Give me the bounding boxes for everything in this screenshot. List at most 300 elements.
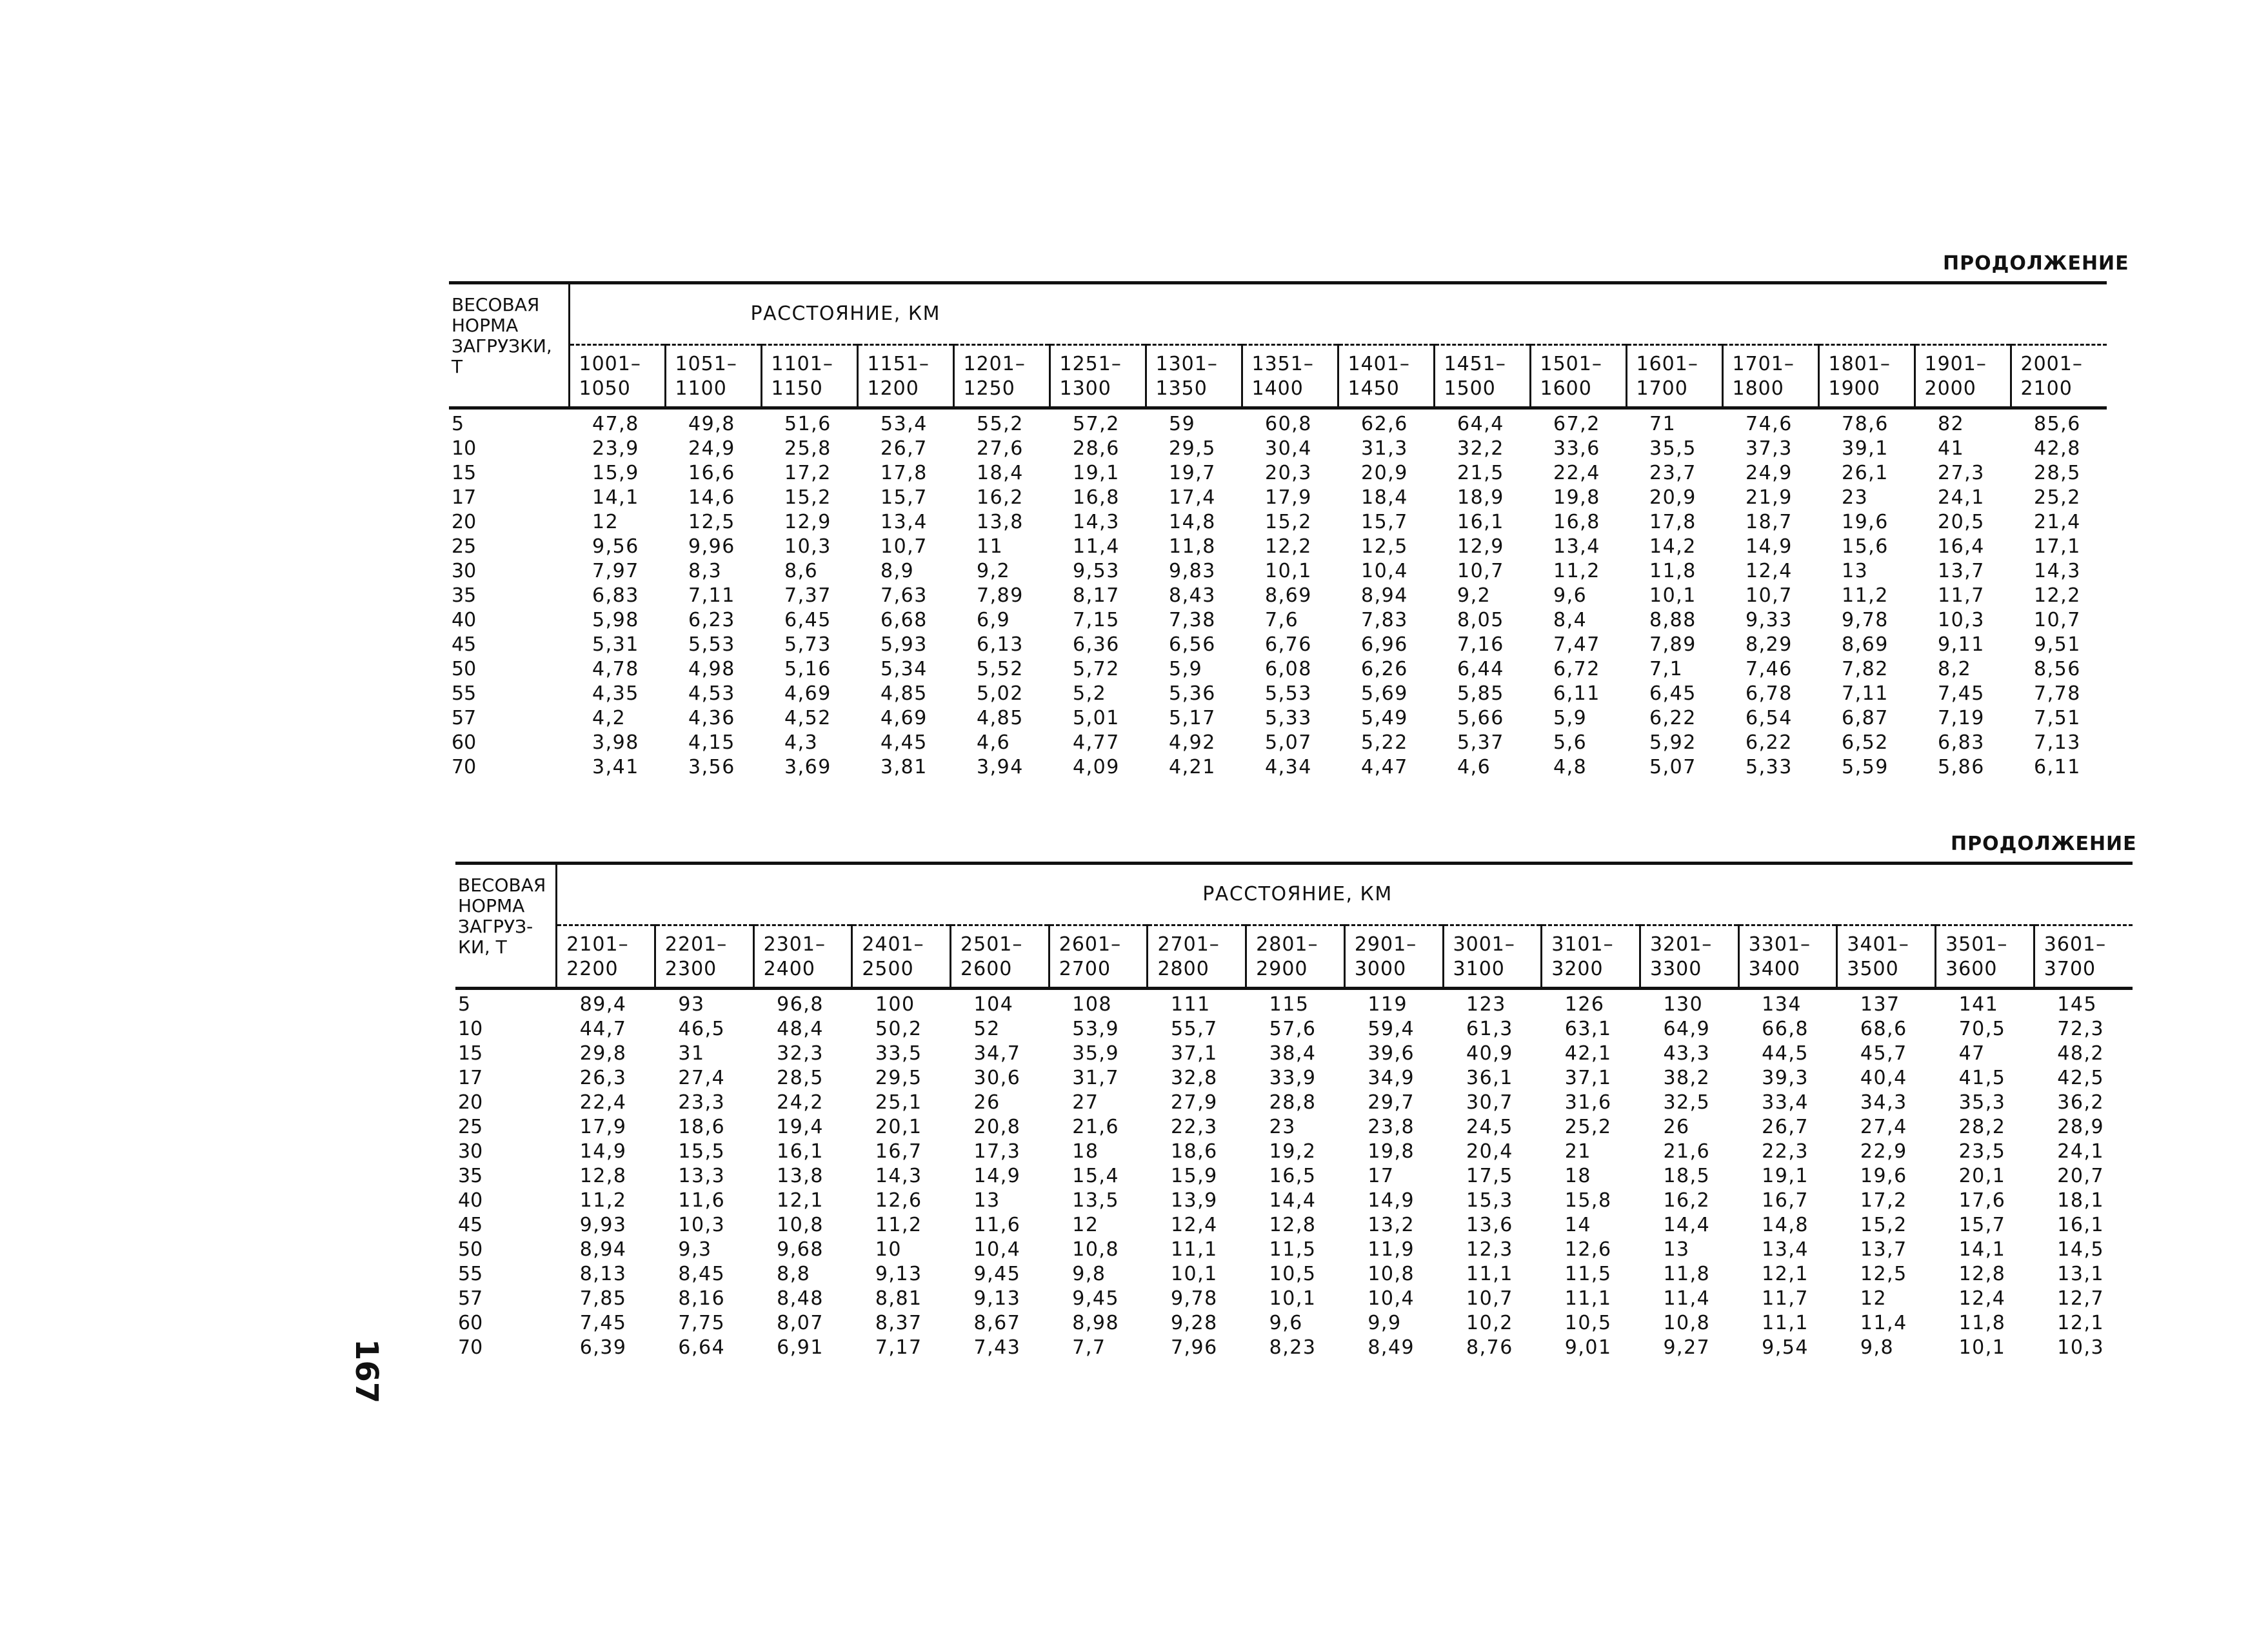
rate-cell: 16,8	[1553, 511, 1600, 533]
load-norm-cell: 25	[452, 535, 477, 558]
rate-cell: 62,6	[1338, 408, 1434, 437]
rate-cell: 13,9	[1170, 1189, 1218, 1212]
rate-cell: 9,54	[1762, 1336, 1809, 1359]
rate-cell: 5,72	[1073, 658, 1120, 680]
rate-cell: 50,2	[875, 1018, 922, 1040]
rate-cell: 15,8	[1564, 1189, 1612, 1212]
table-row	[455, 1311, 2133, 1336]
rate-cell: 19,1	[1073, 462, 1120, 484]
rate-cell: 3,98	[592, 731, 639, 754]
table-row	[455, 1262, 2133, 1287]
rate-cell: 32,3	[777, 1042, 824, 1065]
rate-cell: 6,76	[1265, 633, 1312, 656]
rate-cell: 15,7	[1361, 511, 1408, 533]
rate-cell: 22,3	[1170, 1116, 1218, 1138]
rate-cell: 11,1	[1466, 1263, 1513, 1285]
table-row	[455, 1189, 2133, 1213]
rate-cell: 13	[1663, 1238, 1690, 1261]
rate-cell: 26,1	[1842, 462, 1889, 484]
rate-cell: 25,1	[875, 1091, 922, 1114]
rate-cell: 9,13	[875, 1263, 922, 1285]
rate-cell: 14,3	[2034, 560, 2081, 582]
rate-cell: 9,45	[1072, 1287, 1120, 1310]
rate-cell: 10,1	[1265, 560, 1312, 582]
rate-cell: 145	[2034, 989, 2133, 1018]
rate-cell: 55,2	[953, 408, 1049, 437]
rate-cell: 141	[1936, 989, 2034, 1018]
rate-cell: 6,83	[1938, 731, 1985, 754]
distance-range-header: 1701– 1800	[1722, 345, 1818, 408]
load-norm-cell: 15	[458, 1042, 483, 1065]
rate-cell: 28,5	[2034, 462, 2081, 484]
rate-cell: 15,2	[784, 486, 831, 509]
rate-cell: 9,9	[1368, 1312, 1402, 1334]
rate-cell: 7,47	[1553, 633, 1600, 656]
rate-cell: 5,6	[1553, 731, 1587, 754]
rate-cell: 13,8	[977, 511, 1024, 533]
rate-cell: 5,17	[1169, 707, 1216, 729]
rate-cell: 14,3	[875, 1165, 922, 1187]
rate-cell: 23,9	[592, 437, 639, 460]
rate-cell: 16,7	[1762, 1189, 1809, 1212]
rate-cell: 6,68	[880, 609, 928, 631]
rate-cell: 9,2	[977, 560, 1011, 582]
distance-range-header: 1901– 2000	[1915, 345, 2011, 408]
rate-cell: 10,3	[678, 1214, 726, 1236]
table-row	[455, 1091, 2133, 1115]
rate-cell: 4,47	[1361, 756, 1408, 778]
rate-cell: 20,7	[2057, 1165, 2105, 1187]
rate-cell: 15,2	[1860, 1214, 1907, 1236]
rate-cell: 78,6	[1818, 408, 1915, 437]
rate-cell: 4,85	[977, 707, 1024, 729]
rate-cell: 14,1	[592, 486, 639, 509]
rate-cell: 36,1	[1466, 1067, 1513, 1089]
rate-cell: 5,53	[688, 633, 735, 656]
rate-cell: 17,5	[1466, 1165, 1513, 1187]
rate-cell: 7,13	[2034, 731, 2081, 754]
rate-cell: 4,53	[688, 682, 735, 705]
rate-cell: 11,5	[1564, 1263, 1612, 1285]
rate-cell: 6,39	[579, 1336, 627, 1359]
rate-cell: 59	[1146, 408, 1242, 437]
rate-cell: 12,6	[875, 1189, 922, 1212]
rate-cell: 14,6	[688, 486, 735, 509]
rate-cell: 7,85	[579, 1287, 627, 1310]
rate-cell: 7,7	[1072, 1336, 1106, 1359]
rate-cell: 42,1	[1564, 1042, 1612, 1065]
rate-cell: 34,9	[1368, 1067, 1415, 1089]
rate-cell: 10,1	[1958, 1336, 2006, 1359]
distance-range-header: 2901– 3000	[1344, 925, 1443, 989]
rate-cell: 4,15	[688, 731, 735, 754]
rate-cell: 12,5	[1361, 535, 1408, 558]
continuation-label-1: ПРОДОЛЖЕНИЕ	[1943, 252, 2129, 275]
distance-range-header: 1401– 1450	[1338, 345, 1434, 408]
rate-cell: 15,6	[1842, 535, 1889, 558]
rate-cell: 20,5	[1938, 511, 1985, 533]
rate-cell: 19,6	[1860, 1165, 1907, 1187]
rate-cell: 6,22	[1746, 731, 1793, 754]
rate-cell: 12,8	[1269, 1214, 1317, 1236]
rate-cell: 6,64	[678, 1336, 726, 1359]
rate-cell: 14,9	[579, 1140, 627, 1163]
rate-cell: 74,6	[1722, 408, 1818, 437]
rate-cell: 8,88	[1649, 609, 1696, 631]
rate-cell: 27,4	[678, 1067, 726, 1089]
rate-cell: 4,2	[592, 707, 626, 729]
rate-cell: 41	[1938, 437, 1965, 460]
rate-cell: 3,94	[977, 756, 1024, 778]
rate-cell: 22,9	[1860, 1140, 1907, 1163]
distance-range-header: 3001– 3100	[1443, 925, 1542, 989]
rate-cell: 11,8	[1958, 1312, 2006, 1334]
rate-cell: 8,76	[1466, 1336, 1513, 1359]
rate-cell: 10,8	[1072, 1238, 1120, 1261]
distance-range-header: 2801– 2900	[1246, 925, 1345, 989]
rate-cell: 6,78	[1746, 682, 1793, 705]
rate-cell: 4,3	[784, 731, 819, 754]
rate-cell: 18,5	[1663, 1165, 1711, 1187]
rate-cell: 15,4	[1072, 1165, 1120, 1187]
rate-cell: 10,5	[1269, 1263, 1317, 1285]
rate-cell: 4,09	[1073, 756, 1120, 778]
rate-cell: 12,8	[1958, 1263, 2006, 1285]
rate-cell: 8,94	[579, 1238, 627, 1261]
rate-cell: 10,3	[1938, 609, 1985, 631]
rate-cell: 13,8	[777, 1165, 824, 1187]
continuation-label-2: ПРОДОЛЖЕНИЕ	[1951, 833, 2137, 855]
rate-cell: 7,1	[1649, 658, 1684, 680]
distance-range-header: 1251– 1300	[1049, 345, 1146, 408]
rate-cell: 30,4	[1265, 437, 1312, 460]
rate-cell: 7,78	[2034, 682, 2081, 705]
load-norm-cell: 57	[452, 707, 477, 729]
rate-cell: 9,83	[1169, 560, 1216, 582]
rate-cell: 14,5	[2057, 1238, 2105, 1261]
rate-cell: 21,4	[2034, 511, 2081, 533]
rate-cell: 11,5	[1269, 1238, 1317, 1261]
rate-cell: 13,4	[1762, 1238, 1809, 1261]
rate-cell: 8,98	[1072, 1312, 1120, 1334]
rate-cell: 9,6	[1553, 584, 1587, 607]
rate-cell: 11,4	[1663, 1287, 1711, 1310]
rate-cell: 6,11	[1553, 682, 1600, 705]
distance-range-header: 2201– 2300	[655, 925, 753, 989]
rate-cell: 19,1	[1762, 1165, 1809, 1187]
rate-cell: 63,1	[1564, 1018, 1612, 1040]
rate-cell: 13	[1842, 560, 1869, 582]
rate-cell: 7,6	[1265, 609, 1299, 631]
rate-cell: 70,5	[1958, 1018, 2006, 1040]
load-norm-cell: 50	[458, 1238, 483, 1261]
rate-cell: 134	[1738, 989, 1837, 1018]
page-number: 167	[348, 1339, 384, 1404]
distance-range-header: 1101– 1150	[761, 345, 857, 408]
rate-cell: 19,2	[1269, 1140, 1317, 1163]
table-row	[449, 584, 2107, 608]
rate-cell: 60,8	[1242, 408, 1338, 437]
rate-cell: 10,7	[1746, 584, 1793, 607]
distance-range-header: 3101– 3200	[1542, 925, 1640, 989]
rate-cell: 57,6	[1269, 1018, 1317, 1040]
rate-cell: 7,15	[1073, 609, 1120, 631]
table-row	[449, 408, 2107, 437]
rate-cell: 64,4	[1434, 408, 1530, 437]
rate-cell: 8,43	[1169, 584, 1216, 607]
distance-range-header: 1001– 1050	[569, 345, 665, 408]
rate-cell: 13,5	[1072, 1189, 1120, 1212]
rate-cell: 43,3	[1663, 1042, 1711, 1065]
rate-cell: 5,59	[1842, 756, 1889, 778]
rate-cell: 20,1	[875, 1116, 922, 1138]
rate-cell: 37,3	[1746, 437, 1793, 460]
rate-cell: 72,3	[2057, 1018, 2105, 1040]
rate-cell: 15,3	[1466, 1189, 1513, 1212]
table-row	[455, 989, 2133, 1018]
rate-cell: 10,1	[1170, 1263, 1218, 1285]
rate-cell: 15,9	[1170, 1165, 1218, 1187]
rate-cell: 8,17	[1073, 584, 1120, 607]
rate-cell: 7,89	[1649, 633, 1696, 656]
load-norm-cell: 60	[452, 731, 477, 754]
table-row	[455, 1287, 2133, 1311]
rate-cell: 6,45	[1649, 682, 1696, 705]
rate-cell: 5,9	[1169, 658, 1203, 680]
rate-cell: 5,37	[1457, 731, 1504, 754]
rate-cell: 9,13	[973, 1287, 1021, 1310]
rate-cell: 44,5	[1762, 1042, 1809, 1065]
rate-cell: 14,4	[1663, 1214, 1711, 1236]
rate-cell: 64,9	[1663, 1018, 1711, 1040]
rate-cell: 5,52	[977, 658, 1024, 680]
rate-cell: 6,52	[1842, 731, 1889, 754]
load-norm-cell: 15	[452, 462, 477, 484]
rate-cell: 13,7	[1860, 1238, 1907, 1261]
rate-cell: 27,4	[1860, 1116, 1907, 1138]
rate-cell: 14,9	[1746, 535, 1793, 558]
rate-cell: 13,7	[1938, 560, 1985, 582]
rate-cell: 10,4	[1361, 560, 1408, 582]
rate-cell: 57,2	[1049, 408, 1146, 437]
rate-cell: 5,07	[1649, 756, 1696, 778]
rate-cell: 13	[973, 1189, 1000, 1212]
rate-cell: 31	[678, 1042, 705, 1065]
rate-cell: 14,9	[1368, 1189, 1415, 1212]
table-row	[449, 535, 2107, 559]
rate-cell: 8,69	[1842, 633, 1889, 656]
rate-cell: 15,7	[1958, 1214, 2006, 1236]
rate-cell: 7,16	[1457, 633, 1504, 656]
rate-cell: 13,3	[678, 1165, 726, 1187]
rate-cell: 40,4	[1860, 1067, 1907, 1089]
rate-cell: 12,2	[1265, 535, 1312, 558]
rate-cell: 30,7	[1466, 1091, 1513, 1114]
distance-range-header: 2501– 2600	[951, 925, 1049, 989]
rate-cell: 6,11	[2034, 756, 2081, 778]
rate-cell: 15,7	[880, 486, 928, 509]
rate-cell: 31,3	[1361, 437, 1408, 460]
rate-cell: 19,8	[1368, 1140, 1415, 1163]
distance-range-header: 3501– 3600	[1936, 925, 2034, 989]
rate-cell: 37,1	[1564, 1067, 1612, 1089]
rate-cell: 10,1	[1269, 1287, 1317, 1310]
rate-cell: 5,2	[1073, 682, 1107, 705]
rate-cell: 67,2	[1530, 408, 1626, 437]
rate-cell: 52	[973, 1018, 1000, 1040]
freight-norm-table-1	[449, 281, 2107, 780]
rate-cell: 18,1	[2057, 1189, 2105, 1212]
rate-cell: 24,1	[1938, 486, 1985, 509]
rate-cell: 11,8	[1663, 1263, 1711, 1285]
rate-cell: 4,36	[688, 707, 735, 729]
load-norm-cell: 30	[458, 1140, 483, 1163]
rate-cell: 5,53	[1265, 682, 1312, 705]
table-row	[455, 1017, 2133, 1042]
rate-cell: 5,36	[1169, 682, 1216, 705]
rate-cell: 39,1	[1842, 437, 1889, 460]
table-row	[455, 1066, 2133, 1091]
rate-cell: 20,4	[1466, 1140, 1513, 1163]
rate-cell: 25,2	[1564, 1116, 1612, 1138]
rate-cell: 61,3	[1466, 1018, 1513, 1040]
rate-cell: 7,96	[1170, 1336, 1218, 1359]
distance-range-header: 2301– 2400	[753, 925, 852, 989]
rate-cell: 16,5	[1269, 1165, 1317, 1187]
load-norm-cell: 5	[455, 989, 557, 1018]
rate-cell: 6,54	[1746, 707, 1793, 729]
rate-cell: 9,96	[688, 535, 735, 558]
rate-cell: 24,2	[777, 1091, 824, 1114]
rate-cell: 5,92	[1649, 731, 1696, 754]
rate-cell: 11,2	[579, 1189, 627, 1212]
rate-cell: 10,4	[973, 1238, 1021, 1261]
distance-header: РАССТОЯНИЕ, КМ	[750, 302, 941, 325]
rate-cell: 4,6	[1457, 756, 1491, 778]
rate-cell: 126	[1542, 989, 1640, 1018]
rate-cell: 18,4	[977, 462, 1024, 484]
rate-cell: 39,6	[1368, 1042, 1415, 1065]
load-norm-cell: 45	[452, 633, 477, 656]
rate-cell: 23,3	[678, 1091, 726, 1114]
rate-cell: 9,93	[579, 1214, 627, 1236]
rate-cell: 71	[1626, 408, 1722, 437]
rate-cell: 9,27	[1663, 1336, 1711, 1359]
distance-range-header: 1601– 1700	[1626, 345, 1722, 408]
rate-cell: 19,4	[777, 1116, 824, 1138]
rate-cell: 4,6	[977, 731, 1011, 754]
rate-cell: 18,6	[1170, 1140, 1218, 1163]
rate-cell: 12,4	[1746, 560, 1793, 582]
table-row	[449, 633, 2107, 657]
rate-cell: 17,8	[1649, 511, 1696, 533]
rate-cell: 12,1	[2057, 1312, 2105, 1334]
rate-cell: 31,6	[1564, 1091, 1612, 1114]
rate-cell: 9,6	[1269, 1312, 1303, 1334]
rate-cell: 16,2	[1663, 1189, 1711, 1212]
rate-cell: 19,8	[1553, 486, 1600, 509]
load-norm-cell: 20	[452, 511, 477, 533]
rate-cell: 42,5	[2057, 1067, 2105, 1089]
rate-cell: 8,9	[880, 560, 915, 582]
rate-cell: 37,1	[1170, 1042, 1218, 1065]
rate-cell: 6,08	[1265, 658, 1312, 680]
rate-cell: 115	[1246, 989, 1345, 1018]
rate-cell: 12,7	[2057, 1287, 2105, 1310]
rate-cell: 6,23	[688, 609, 735, 631]
rate-cell: 16,4	[1938, 535, 1985, 558]
rate-cell: 9,33	[1746, 609, 1793, 631]
table-row	[449, 706, 2107, 731]
rate-cell: 15,5	[678, 1140, 726, 1163]
rate-cell: 13,4	[880, 511, 928, 533]
rate-cell: 6,44	[1457, 658, 1504, 680]
rate-cell: 9,78	[1170, 1287, 1218, 1310]
rate-cell: 21,5	[1457, 462, 1504, 484]
load-norm-cell: 55	[452, 682, 477, 705]
rate-cell: 13,2	[1368, 1214, 1415, 1236]
rate-cell: 20,8	[973, 1116, 1021, 1138]
rate-cell: 9,51	[2034, 633, 2081, 656]
rate-cell: 11,1	[1762, 1312, 1809, 1334]
rate-cell: 4,92	[1169, 731, 1216, 754]
rate-cell: 11,2	[875, 1214, 922, 1236]
rate-cell: 6,87	[1842, 707, 1889, 729]
rate-cell: 11,8	[1649, 560, 1696, 582]
rate-cell: 4,69	[784, 682, 831, 705]
rate-cell: 32,5	[1663, 1091, 1711, 1114]
rate-cell: 6,45	[784, 609, 831, 631]
rate-cell: 49,8	[665, 408, 761, 437]
load-norm-cell: 55	[458, 1263, 483, 1285]
rate-cell: 8,07	[777, 1312, 824, 1334]
rate-cell: 9,45	[973, 1263, 1021, 1285]
rate-cell: 104	[951, 989, 1049, 1018]
rate-cell: 38,2	[1663, 1067, 1711, 1089]
rate-cell: 8,16	[678, 1287, 726, 1310]
rate-cell: 66,8	[1762, 1018, 1809, 1040]
table-row	[449, 682, 2107, 706]
rate-cell: 4,21	[1169, 756, 1216, 778]
table-row	[449, 657, 2107, 682]
rate-cell: 5,01	[1073, 707, 1120, 729]
rate-cell: 10,5	[1564, 1312, 1612, 1334]
rate-cell: 3,41	[592, 756, 639, 778]
rate-cell: 12,1	[777, 1189, 824, 1212]
freight-norm-table-2	[455, 862, 2133, 1360]
rate-cell: 18	[1564, 1165, 1591, 1187]
rate-cell: 7,17	[875, 1336, 922, 1359]
rate-cell: 33,4	[1762, 1091, 1809, 1114]
rate-cell: 10	[875, 1238, 902, 1261]
rate-cell: 5,69	[1361, 682, 1408, 705]
rate-cell: 4,85	[880, 682, 928, 705]
rate-cell: 11,7	[1938, 584, 1985, 607]
rate-cell: 10,8	[1663, 1312, 1711, 1334]
rate-cell: 10,8	[1368, 1263, 1415, 1285]
rate-cell: 11,4	[1860, 1312, 1907, 1334]
rate-cell: 8,81	[875, 1287, 922, 1310]
rate-cell: 17,1	[2034, 535, 2081, 558]
rate-cell: 34,3	[1860, 1091, 1907, 1114]
rate-cell: 26,3	[579, 1067, 627, 1089]
rate-cell: 7,19	[1938, 707, 1985, 729]
rate-cell: 18,6	[678, 1116, 726, 1138]
rate-cell: 10,7	[2034, 609, 2081, 631]
distance-range-header: 2701– 2800	[1148, 925, 1246, 989]
rate-cell: 47	[1958, 1042, 1985, 1065]
rate-cell: 31,7	[1072, 1067, 1120, 1089]
